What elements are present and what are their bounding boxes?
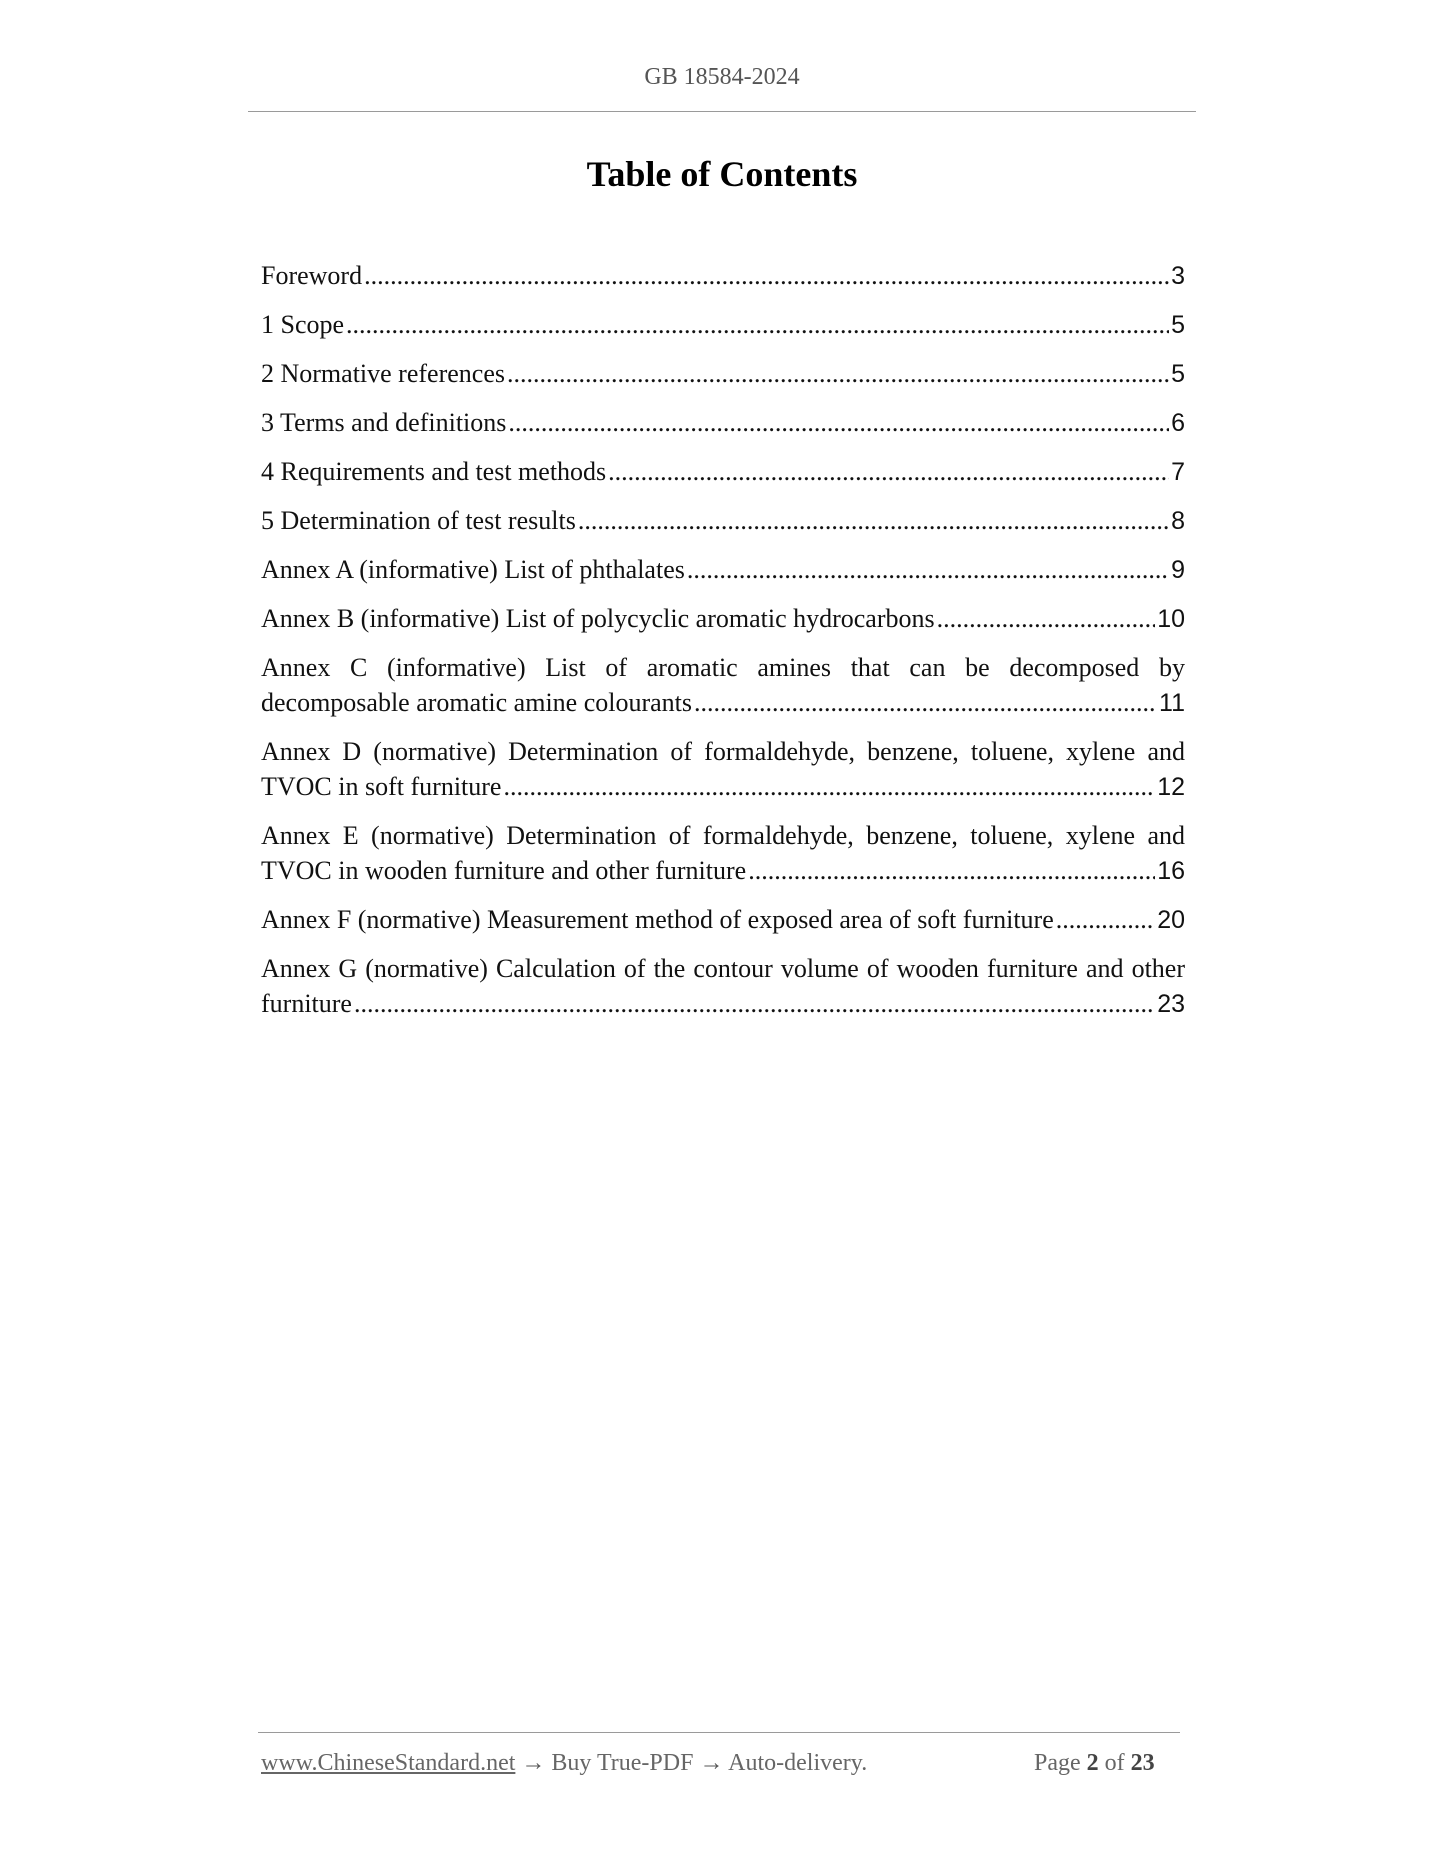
toc-entry-line2 xyxy=(261,853,1185,889)
toc-page-number: 9 xyxy=(1171,556,1185,584)
toc-entry-label: 3 Terms and definitions xyxy=(261,408,507,437)
dot-leader xyxy=(508,405,1169,440)
toc-entry-label: Annex A (informative) List of phthalates xyxy=(261,555,685,584)
toc-entry-line2 xyxy=(261,769,1185,805)
toc-entry-line2 xyxy=(261,685,1185,721)
toc-page-number: 11 xyxy=(1159,689,1185,717)
toc-page-number: 7 xyxy=(1171,458,1185,486)
dot-leader xyxy=(608,454,1169,489)
arrow-right-icon: → xyxy=(521,1750,546,1776)
toc-page-number: 5 xyxy=(1171,311,1185,339)
total-pages-number: 23 xyxy=(1130,1750,1155,1776)
toc-entry-label: Foreword xyxy=(261,261,363,290)
toc-entry-label: 4 Requirements and test methods xyxy=(261,457,607,486)
toc-page-number: 12 xyxy=(1157,773,1185,801)
toc-entry-scope[interactable] xyxy=(261,307,1185,343)
toc-page-number: 8 xyxy=(1171,507,1185,535)
page-label: Page xyxy=(1034,1750,1081,1776)
page-indicator xyxy=(1034,1750,1155,1777)
table-of-contents xyxy=(261,258,1185,1035)
footer-promo xyxy=(261,1750,867,1777)
website-link[interactable]: www.ChineseStandard.net xyxy=(261,1750,516,1776)
toc-entry-annex-f[interactable] xyxy=(261,902,1185,938)
toc-entry-label-line1: Annex E (normative) Determination of formaldehyde, benzene, toluene, xylene and xyxy=(261,821,1185,850)
dot-leader xyxy=(503,769,1155,804)
toc-page-number: 16 xyxy=(1157,857,1185,885)
toc-page-number: 10 xyxy=(1157,605,1185,633)
toc-entry-foreword[interactable] xyxy=(261,258,1185,294)
toc-entry-annex-d[interactable] xyxy=(261,734,1185,805)
toc-entry-label-line1: Annex G (normative) Calculation of the contour volume of wooden furniture and other xyxy=(261,954,1185,983)
of-label: of xyxy=(1104,1750,1125,1776)
toc-entry-label-line1: Annex C (informative) List of aromatic amines that can be decomposed by xyxy=(261,653,1185,682)
toc-entry-label: Annex F (normative) Measurement method of exposed area of soft furniture xyxy=(261,905,1054,934)
toc-entry-label-line1: Annex D (normative) Determination of formaldehyde, benzene, toluene, xylene and xyxy=(261,737,1185,766)
dot-leader xyxy=(507,356,1169,391)
toc-entry-label: 2 Normative references xyxy=(261,359,505,388)
page-title: Table of Contents xyxy=(586,154,858,194)
toc-page-number: 20 xyxy=(1157,906,1185,934)
toc-entry-normative-references[interactable] xyxy=(261,356,1185,392)
toc-page-number: 5 xyxy=(1171,360,1185,388)
dot-leader xyxy=(937,601,1156,636)
toc-page-number: 6 xyxy=(1171,409,1185,437)
header-divider xyxy=(248,111,1196,112)
toc-entry-label-line2: decomposable aromatic amine colourants xyxy=(261,688,693,717)
toc-entry-annex-a[interactable] xyxy=(261,552,1185,588)
toc-entry-annex-g[interactable] xyxy=(261,951,1185,1022)
dot-leader xyxy=(748,853,1155,888)
toc-entry-line2 xyxy=(261,986,1185,1022)
toc-entry-terms-definitions[interactable] xyxy=(261,405,1185,441)
toc-entry-annex-b[interactable] xyxy=(261,601,1185,637)
toc-entry-label: 5 Determination of test results xyxy=(261,506,576,535)
toc-page-number: 3 xyxy=(1171,262,1185,290)
dot-leader xyxy=(364,258,1169,293)
toc-entry-determination[interactable] xyxy=(261,503,1185,539)
document-header: GB 18584-2024 xyxy=(644,64,800,90)
toc-entry-label-line2: TVOC in wooden furniture and other furniture xyxy=(261,856,747,885)
toc-entry-annex-c[interactable] xyxy=(261,650,1185,721)
dot-leader xyxy=(694,685,1157,720)
footer-divider xyxy=(258,1732,1180,1733)
dot-leader xyxy=(1056,902,1155,937)
dot-leader xyxy=(354,986,1155,1021)
dot-leader xyxy=(346,307,1169,342)
toc-entry-requirements[interactable] xyxy=(261,454,1185,490)
current-page-number: 2 xyxy=(1086,1750,1099,1776)
arrow-right-icon: → xyxy=(699,1750,724,1776)
dot-leader xyxy=(578,503,1169,538)
toc-entry-annex-e[interactable] xyxy=(261,818,1185,889)
dot-leader xyxy=(687,552,1169,587)
auto-delivery-text: Auto-delivery. xyxy=(728,1750,868,1776)
toc-entry-label: 1 Scope xyxy=(261,310,345,339)
toc-page-number: 23 xyxy=(1157,990,1185,1018)
buy-true-pdf-text: Buy True-PDF xyxy=(551,1750,694,1776)
toc-entry-label-line2: furniture xyxy=(261,989,352,1018)
toc-entry-label-line2: TVOC in soft furniture xyxy=(261,772,502,801)
toc-entry-label: Annex B (informative) List of polycyclic aromatic hydrocarbons xyxy=(261,604,935,633)
